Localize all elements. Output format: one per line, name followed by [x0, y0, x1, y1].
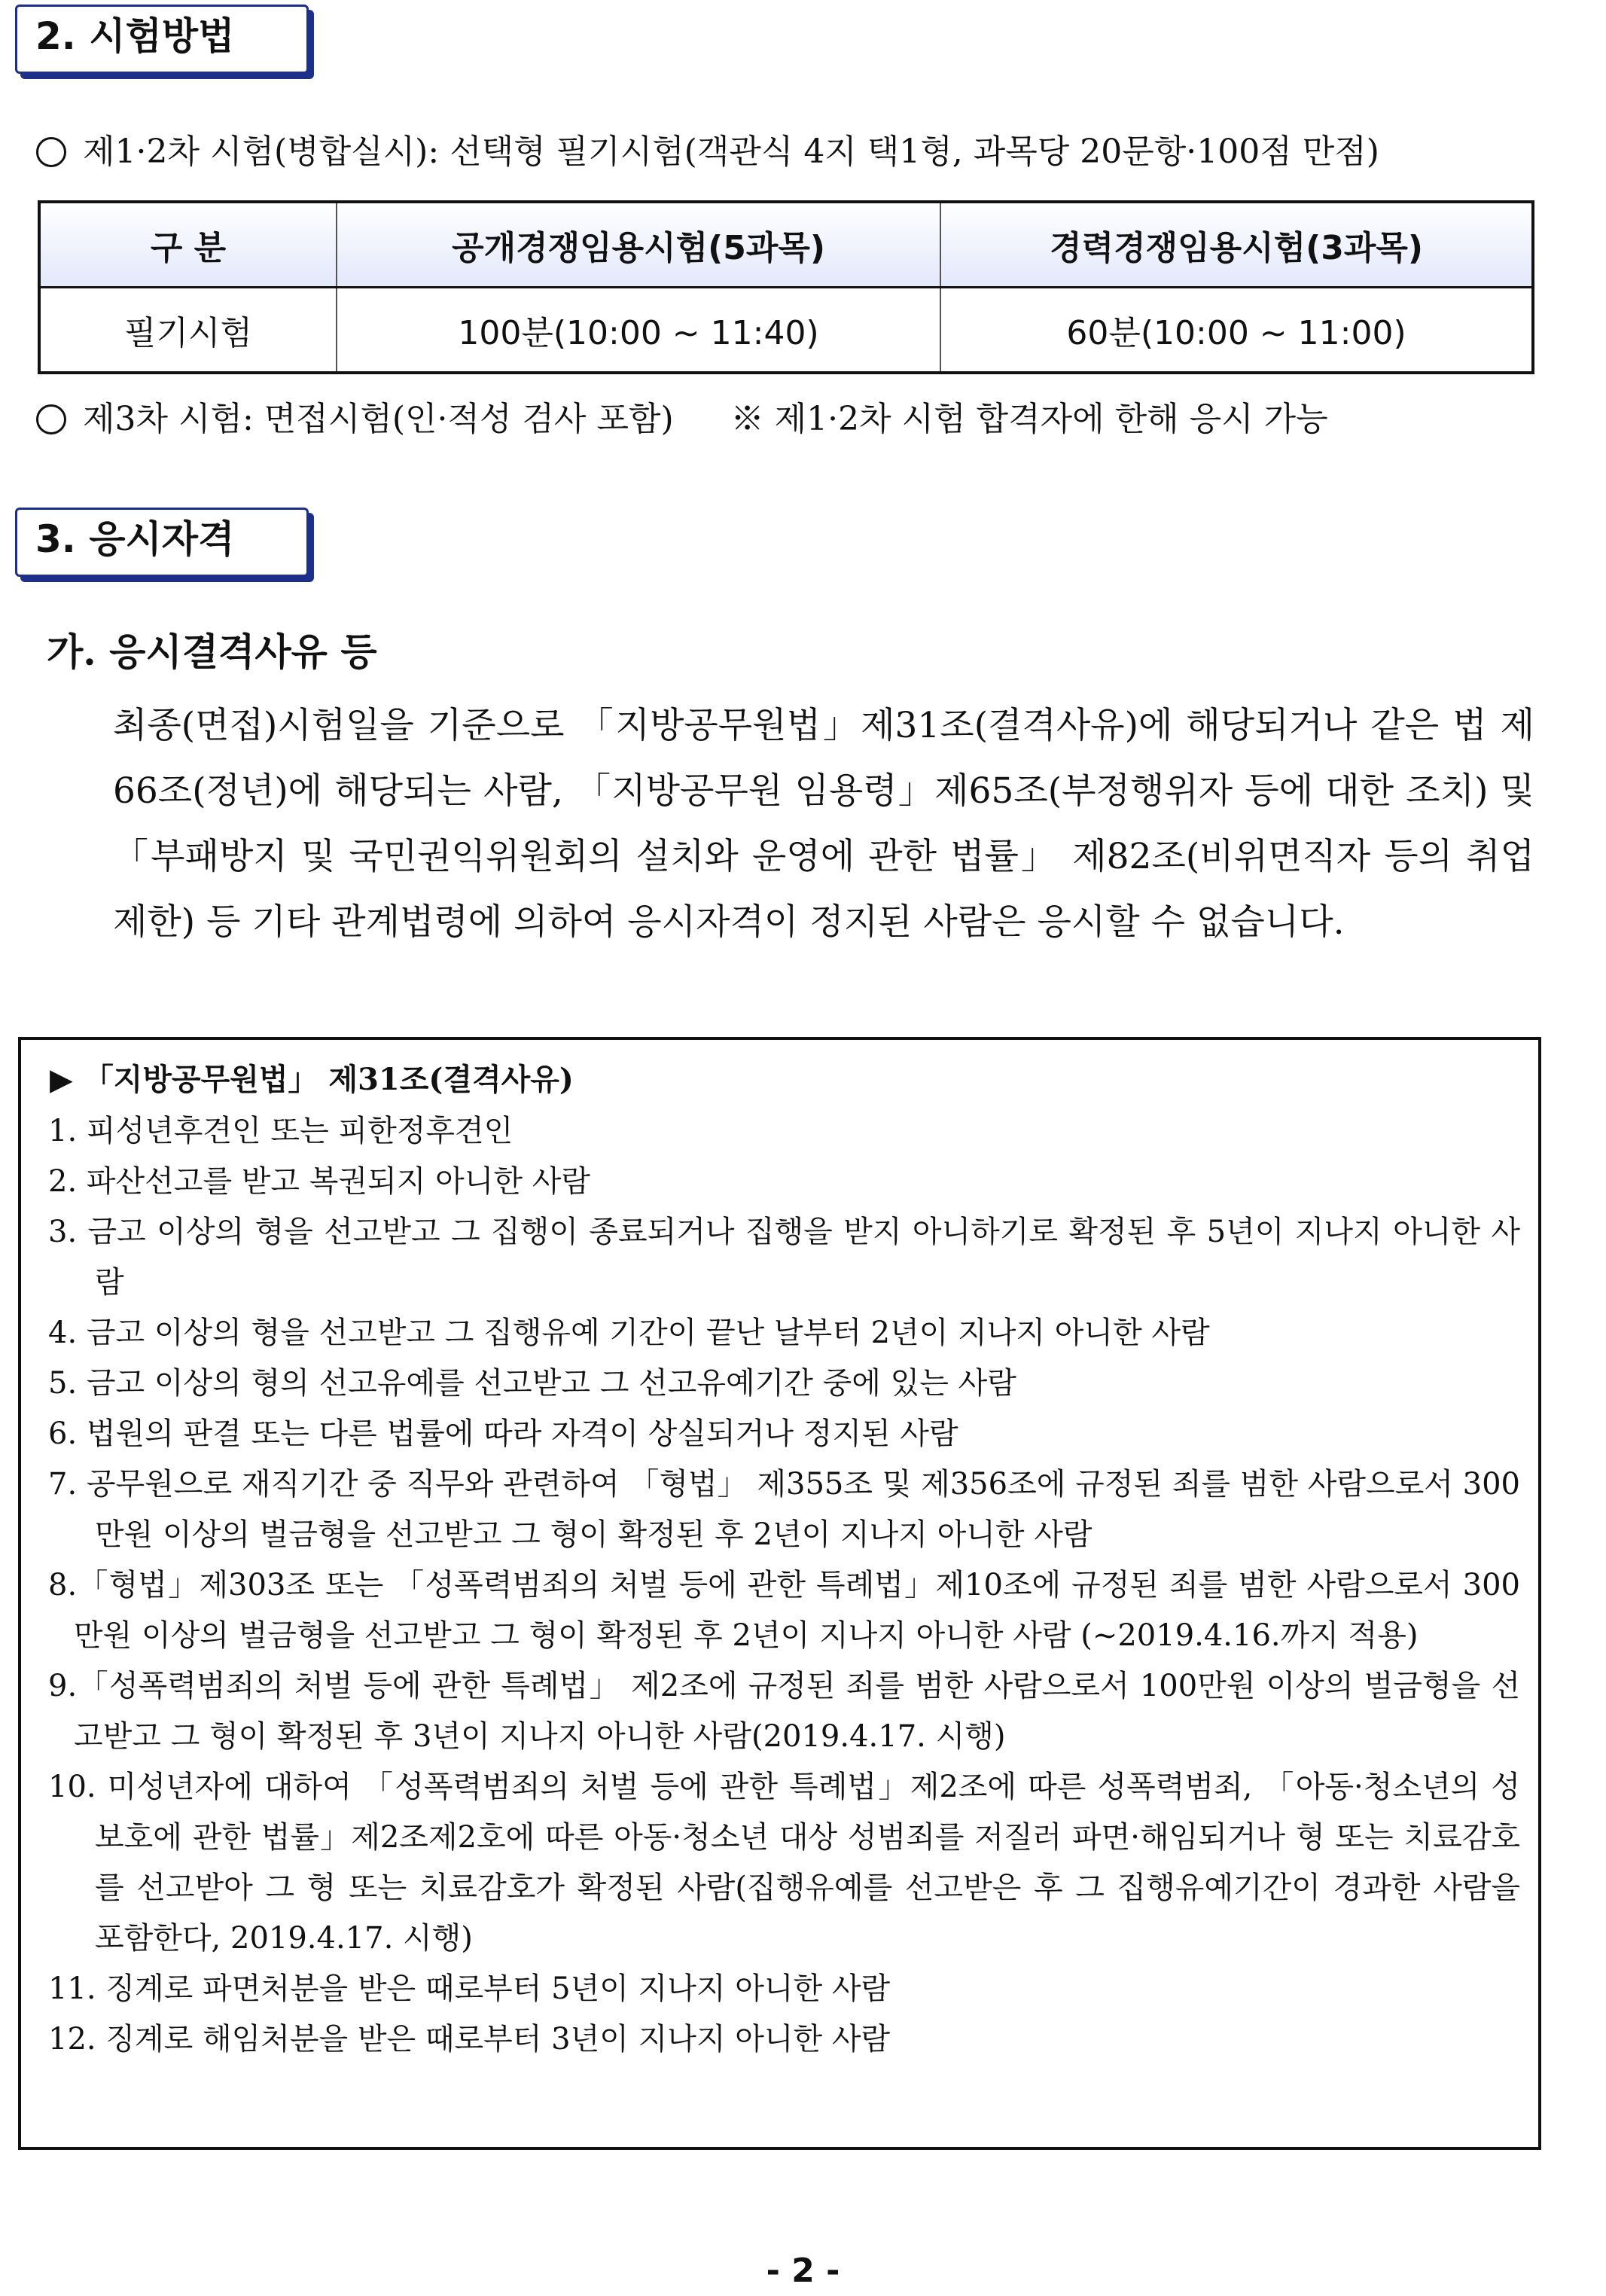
exam-method-text: 제1·2차 시험(병합실시): 선택형 필기시험(객관식 4지 택1형, 과목당 20문항·100점 만점) — [83, 133, 1379, 171]
list-item: 6. 법원의 판결 또는 다른 법률에 따라 자격이 상실되거나 정지된 사람 — [48, 1416, 958, 1451]
list-item: 5. 금고 이상의 형의 선고유예를 선고받고 그 선고유예기간 중에 있는 사람 — [48, 1366, 1016, 1401]
list-item: 8.「형법」제303조 또는 「성폭력범죄의 처벌 등에 관한 특례법」제10조에 규정된 죄를 범한 사람으로서 300만원 이상의 벌금형을 선고받고 그 형이 확정된 후 2년이 지나지 아니한 사람 (~2019.4.16.까지 적용) — [48, 1568, 1520, 1653]
list-item: 12. 징계로 해임처분을 받은 때로부터 3년이 지나지 아니한 사람 — [48, 2022, 891, 2057]
circle-bullet-icon — [36, 404, 66, 435]
circle-bullet-icon — [36, 137, 66, 167]
law-article-box — [18, 1037, 1541, 2150]
interview-note: ※ 제1·2차 시험 합격자에 한해 응시 가능 — [730, 400, 1328, 438]
page-number: - 2 - — [766, 2252, 840, 2290]
list-item: 7. 공무원으로 재직기간 중 직무와 관련하여 「형법」 제355조 및 제356조에 규정된 죄를 범한 사람으로서 300만원 이상의 벌금형을 선고받고 그 형이 확정된 후 2년이 지나지 아니한 사람 — [48, 1467, 1520, 1552]
table-header-cell: 구 분 — [39, 202, 337, 288]
section-heading-eligibility: 3. 응시자격 — [15, 508, 309, 577]
eligibility-paragraph: 최종(면접)시험일을 기준으로 「지방공무원법」제31조(결격사유)에 해당되거나 같은 법 제66조(정년)에 해당되는 사람, 「지방공무원 임용령」제65조(부정행위자 등에 대한 조치) 및 「부패방지 및 국민권익위원회의 설치와 운영에 관한 법률」 제82조(비위면직자 등의 취업제한) 등 기타 관계법령에 의하여 응시자격이 정지된 사람은 응시할 수 없습니다. — [113, 705, 1534, 943]
list-item: 9.「성폭력범죄의 처벌 등에 관한 특례법」 제2조에 규정된 죄를 범한 사람으로서 100만원 이상의 벌금형을 선고받고 그 형이 확정된 후 3년이 지나지 아니한 사람(2019.4.17. 시행) — [48, 1669, 1520, 1754]
table-cell: 100분(10:00 ~ 11:40) — [337, 288, 940, 374]
list-item: 1. 피성년후견인 또는 피한정후견인 — [48, 1114, 513, 1148]
exam-schedule-table — [38, 200, 1534, 374]
subheading-disqualification: 가. 응시결격사유 등 — [47, 630, 377, 674]
disqualification-list — [48, 1106, 1520, 2065]
list-item: 10. 미성년자에 대하여 「성폭력범죄의 처벌 등에 관한 특례법」제2조에 따른 성폭력범죄, 「아동·청소년의 성보호에 관한 법률」제2조제2호에 따른 아동·청소년 대상 성범죄를 저질러 파면·해임되거나 형 또는 치료감호를 선고받아 그 형 또는 치료감호가 확정된 사람(집행유예를 선고받은 후 그 집행유예기간이 경과한 사람을 포함한다, 2019.4.17. 시행) — [48, 1770, 1520, 1956]
law-article-title: ▶ 「지방공무원법」 제31조(결격사유) — [50, 1062, 574, 1097]
interview-text: 제3차 시험: 면접시험(인·적성 검사 포함) — [83, 400, 674, 438]
exam-method-bullet — [36, 130, 1379, 175]
table-cell: 필기시험 — [39, 288, 337, 374]
table-header-cell: 공개경쟁임용시험(5과목) — [337, 202, 940, 288]
table-header-row — [39, 202, 1533, 288]
list-item: 3. 금고 이상의 형을 선고받고 그 집행이 종료되거나 집행을 받지 아니하기로 확정된 후 5년이 지나지 아니한 사람 — [48, 1215, 1520, 1300]
section-heading-exam-method: 2. 시험방법 — [15, 5, 309, 74]
list-item: 4. 금고 이상의 형을 선고받고 그 집행유예 기간이 끝난 날부터 2년이 지나지 아니한 사람 — [48, 1316, 1210, 1350]
table-header-cell: 경력경쟁임용시험(3과목) — [940, 202, 1533, 288]
table-cell: 60분(10:00 ~ 11:00) — [940, 288, 1533, 374]
table-row — [39, 288, 1533, 374]
list-item: 2. 파산선고를 받고 복권되지 아니한 사람 — [48, 1164, 590, 1199]
interview-bullet — [36, 397, 1328, 442]
list-item: 11. 징계로 파면처분을 받은 때로부터 5년이 지나지 아니한 사람 — [48, 1971, 891, 2006]
